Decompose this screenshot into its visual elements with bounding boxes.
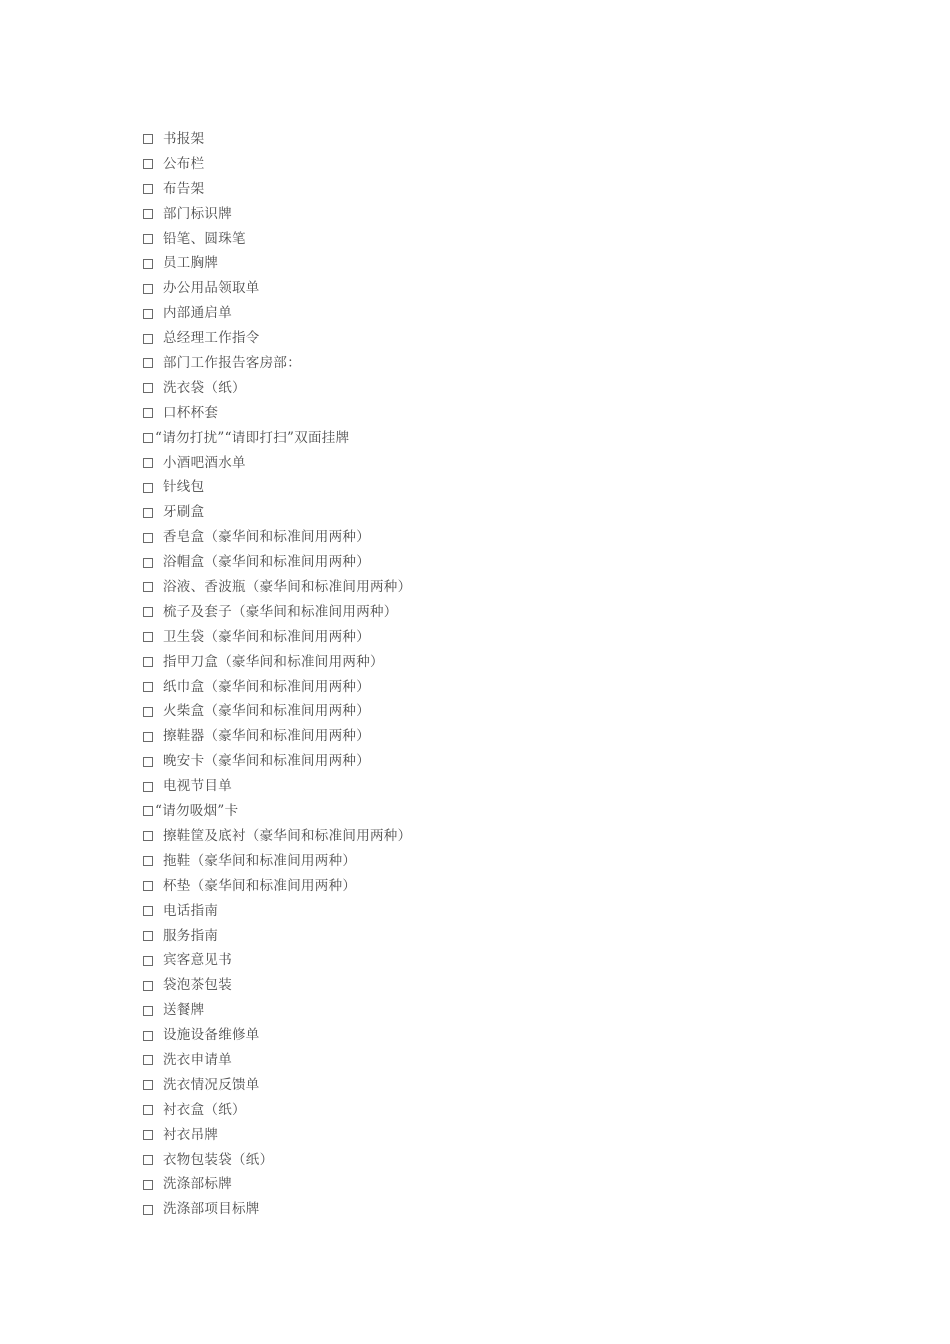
checklist-item	[143, 227, 411, 252]
checklist-item-label: 电话指南	[163, 902, 219, 919]
checkbox-icon	[143, 309, 153, 319]
checklist-item	[143, 525, 411, 550]
checklist-item-label: “请勿吸烟”卡	[155, 803, 239, 820]
checklist-item-label: 擦鞋器（豪华间和标准间用两种）	[163, 728, 370, 745]
checkbox-icon	[143, 483, 153, 493]
checkbox-icon	[143, 881, 153, 891]
checklist-item	[143, 575, 411, 600]
checkbox-icon	[143, 1155, 153, 1165]
checklist-item-label: 洗衣申请单	[163, 1051, 232, 1068]
checklist-item-label: 铅笔、圆珠笔	[163, 230, 246, 247]
checklist-item-label: 拖鞋（豪华间和标准间用两种）	[163, 852, 357, 869]
checklist-item	[143, 824, 411, 849]
checklist-item-label: 浴帽盒（豪华间和标准间用两种）	[163, 554, 370, 571]
checkbox-icon	[143, 856, 153, 866]
checkbox-icon	[143, 358, 153, 368]
checkbox-icon	[143, 831, 153, 841]
checklist-item-label: 办公用品领取单	[163, 280, 260, 297]
checklist-item-label: 梳子及套子（豪华间和标准间用两种）	[163, 603, 398, 620]
checkbox-icon	[143, 259, 153, 269]
checklist-item	[143, 550, 411, 575]
checklist-item	[143, 127, 411, 152]
checklist-item	[143, 426, 411, 451]
checkbox-icon	[143, 1205, 153, 1215]
checklist-item-label: 浴液、香波瓶（豪华间和标准间用两种）	[163, 579, 412, 596]
checklist-item-label: 部门工作报告客房部：	[163, 355, 301, 372]
checklist-item-label: 公布栏	[163, 155, 205, 172]
checkbox-icon	[143, 1080, 153, 1090]
checkbox-icon	[143, 806, 153, 816]
checklist-item-label: 牙刷盒	[163, 504, 205, 521]
checkbox-icon	[143, 1105, 153, 1115]
checklist-item-label: 书报架	[163, 131, 205, 147]
checkbox-icon	[143, 408, 153, 418]
checklist-item-label: 洗衣袋（纸）	[163, 379, 246, 396]
checkbox-icon	[143, 134, 153, 144]
checklist-item-label: 宾客意见书	[163, 952, 232, 969]
checkbox-icon	[143, 184, 153, 194]
checkbox-icon	[143, 707, 153, 717]
checkbox-icon	[143, 234, 153, 244]
checkbox-icon	[143, 209, 153, 219]
checklist-item-label: 火柴盒（豪华间和标准间用两种）	[163, 703, 370, 720]
checklist-item	[143, 948, 411, 973]
checklist-item-label: 洗涤部标牌	[163, 1176, 232, 1193]
checklist-item-label: 杯垫（豪华间和标准间用两种）	[163, 877, 357, 894]
checklist-item-label: 香皂盒（豪华间和标准间用两种）	[163, 529, 370, 546]
checklist-item-label: “请勿打扰”“请即打扫”双面挂牌	[155, 429, 350, 446]
checklist-item	[143, 475, 411, 500]
checklist-item-label: 袋泡茶包装	[163, 977, 232, 994]
checklist-item	[143, 998, 411, 1023]
checkbox-icon	[143, 558, 153, 568]
checklist-item	[143, 1172, 411, 1197]
checkbox-icon	[143, 1130, 153, 1140]
checklist-item	[143, 650, 411, 675]
checkbox-icon	[143, 607, 153, 617]
checklist-item	[143, 351, 411, 376]
checkbox-icon	[143, 632, 153, 642]
checklist-item	[143, 326, 411, 351]
checklist-item-label: 设施设备维修单	[163, 1027, 260, 1044]
checklist-item	[143, 251, 411, 276]
checkbox-icon	[143, 334, 153, 344]
checkbox-icon	[143, 508, 153, 518]
checkbox-icon	[143, 582, 153, 592]
checklist-item	[143, 401, 411, 426]
checklist-item-label: 内部通启单	[163, 305, 232, 322]
checkbox-icon	[143, 906, 153, 916]
checklist-item	[143, 451, 411, 476]
checklist	[143, 127, 411, 1222]
checklist-item-label: 服务指南	[163, 927, 219, 944]
checklist-item	[143, 799, 411, 824]
checkbox-icon	[143, 657, 153, 667]
checklist-item	[143, 301, 411, 326]
checklist-item-label: 卫生袋（豪华间和标准间用两种）	[163, 628, 370, 645]
checklist-item	[143, 675, 411, 700]
checkbox-icon	[143, 1055, 153, 1065]
checklist-item-label: 口杯杯套	[163, 404, 219, 421]
checkbox-icon	[143, 732, 153, 742]
checkbox-icon	[143, 458, 153, 468]
checklist-item-label: 洗涤部项目标牌	[163, 1201, 260, 1218]
checklist-item	[143, 774, 411, 799]
checklist-item	[143, 152, 411, 177]
checklist-item	[143, 600, 411, 625]
checklist-item-label: 晚安卡（豪华间和标准间用两种）	[163, 753, 370, 770]
checklist-item	[143, 1098, 411, 1123]
checklist-item	[143, 1048, 411, 1073]
checkbox-icon	[143, 1180, 153, 1190]
checkbox-icon	[143, 931, 153, 941]
checklist-item	[143, 177, 411, 202]
checkbox-icon	[143, 1031, 153, 1041]
checklist-item-label: 纸巾盒（豪华间和标准间用两种）	[163, 678, 370, 695]
checkbox-icon	[143, 433, 153, 443]
checkbox-icon	[143, 533, 153, 543]
checklist-item	[143, 376, 411, 401]
checklist-item-label: 针线包	[163, 479, 205, 496]
checklist-item-label: 总经理工作指令	[163, 330, 260, 347]
checklist-item-label: 送餐牌	[163, 1002, 205, 1019]
checkbox-icon	[143, 284, 153, 294]
checklist-item	[143, 1123, 411, 1148]
checklist-item	[143, 849, 411, 874]
checklist-item	[143, 749, 411, 774]
checkbox-icon	[143, 159, 153, 169]
checklist-item	[143, 1073, 411, 1098]
checkbox-icon	[143, 383, 153, 393]
checkbox-icon	[143, 1006, 153, 1016]
checklist-item	[143, 1148, 411, 1173]
checklist-item-label: 电视节目单	[163, 778, 232, 795]
checklist-item	[143, 276, 411, 301]
checklist-item	[143, 500, 411, 525]
checklist-item-label: 衬衣盒（纸）	[163, 1101, 246, 1118]
checklist-item	[143, 1197, 411, 1222]
checklist-item-label: 擦鞋筐及底衬（豪华间和标准间用两种）	[163, 827, 412, 844]
checkbox-icon	[143, 757, 153, 767]
checklist-item-label: 衣物包装袋（纸）	[163, 1151, 274, 1168]
checklist-item-label: 指甲刀盒（豪华间和标准间用两种）	[163, 653, 384, 670]
checklist-item	[143, 899, 411, 924]
checkbox-icon	[143, 956, 153, 966]
checkbox-icon	[143, 782, 153, 792]
checklist-item-label: 小酒吧酒水单	[163, 454, 246, 471]
checklist-item	[143, 973, 411, 998]
checklist-item	[143, 625, 411, 650]
checklist-item	[143, 699, 411, 724]
checklist-item-label: 员工胸牌	[163, 255, 219, 272]
checklist-item-label: 布告架	[163, 180, 205, 197]
checklist-item	[143, 874, 411, 899]
checklist-item	[143, 1023, 411, 1048]
checklist-item	[143, 202, 411, 227]
checklist-item-label: 部门标识牌	[163, 205, 232, 222]
checklist-item	[143, 924, 411, 949]
checklist-item-label: 衬衣吊牌	[163, 1126, 219, 1143]
checklist-item	[143, 724, 411, 749]
checkbox-icon	[143, 981, 153, 991]
checklist-item-label: 洗衣情况反馈单	[163, 1076, 260, 1093]
checkbox-icon	[143, 682, 153, 692]
